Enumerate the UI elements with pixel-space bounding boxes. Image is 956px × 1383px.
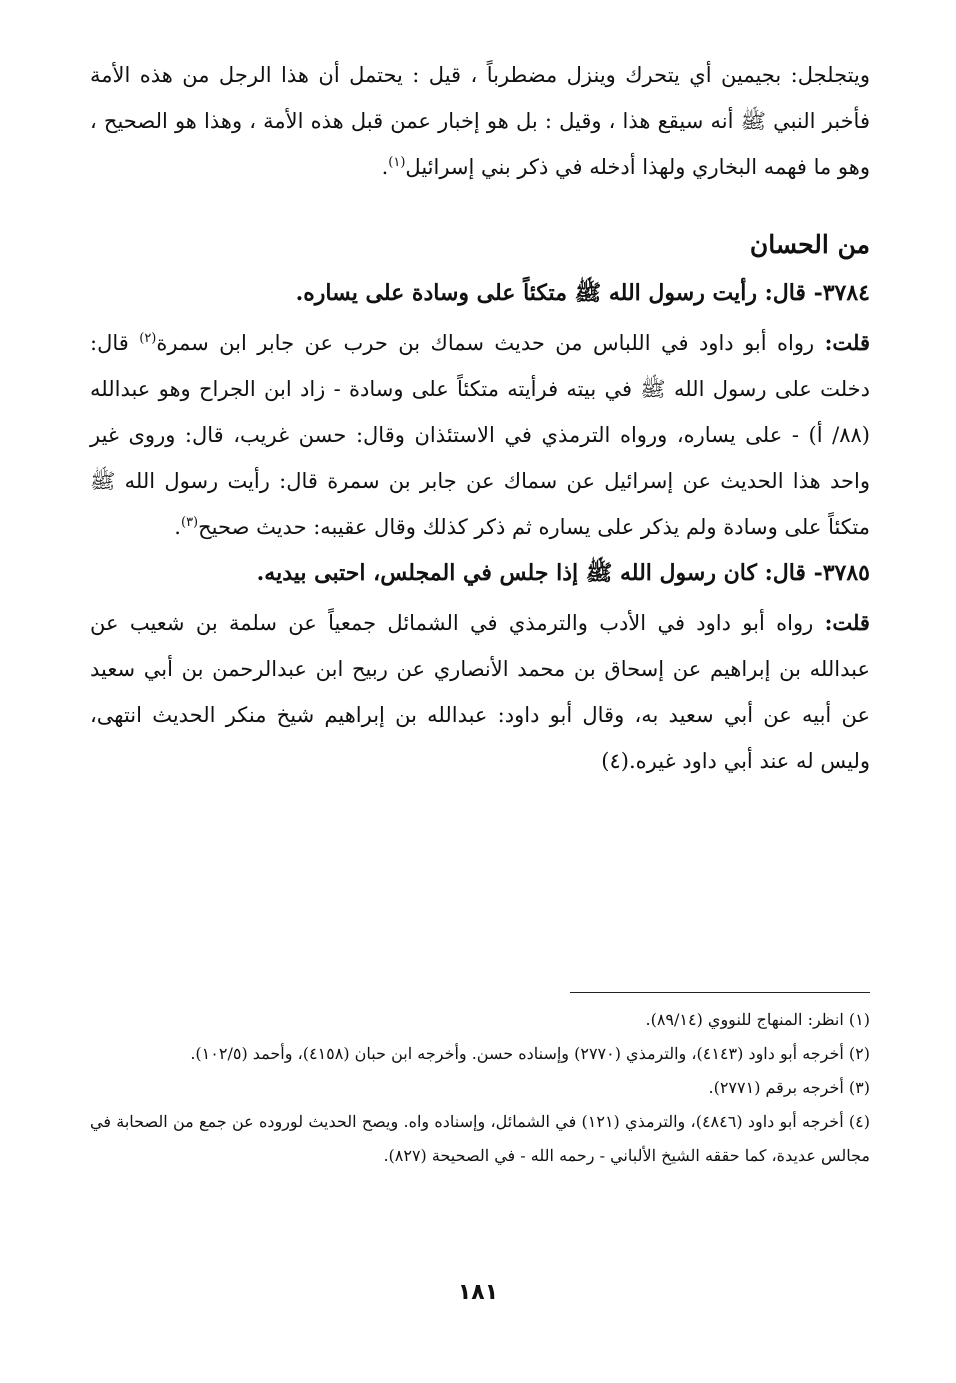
comment-3784-text-2: قال: دخلت على رسول الله ﷺ في بيته فرأيته متكئاً على وسادة - زاد ابن الجراح وهو عبدالله (٨٨/ أ) - على يساره، ورواه الترمذي في الاستئذان وقال: حسن غريب، قال: وروى غير واحد هذا الحديث عن إسرائيل عن سماك عن جابر بن سمرة قال: رأيت رسول الله ﷺ متكئاً على وسادة ولم يذكر على يساره ثم ذكر كذلك وقال عقيبه: حديث صحيح (90, 331, 870, 539)
comment-3784-end: . (174, 515, 181, 539)
footnote-ref-1[interactable]: (١) (388, 155, 406, 170)
section-title: من الحسان (749, 230, 870, 259)
footnote-divider (570, 992, 870, 993)
qultu-label-2: قلت: (824, 610, 870, 635)
page-body (90, 52, 870, 784)
footnote-2: (٢) أخرجه أبو داود (٤١٤٣)، والترمذي (٢٧٧٠) وإسناده حسن. وأخرجه ابن حبان (٤١٥٨)، وأحمد (١٠٢/٥). (190, 1044, 870, 1063)
footnote-3: (٣) أخرجه برقم (٢٧٧١). (708, 1078, 870, 1097)
footnote-1: (١) انظر: المنهاج للنووي (٨٩/١٤). (645, 1010, 870, 1029)
qultu-label: قلت: (824, 330, 870, 355)
comment-3785-text: رواه أبو داود في الأدب والترمذي في الشمائل جمعياً عن سلمة بن شعيب عن عبدالله بن إبراهيم عن إسحاق بن محمد الأنصاري عن ربيح ابن عبدالرحمن بن أبي سعيد عن أبيه عن أبي سعيد به، وقال أبو داود: عبدالله بن إبراهيم شيخ منكر الحديث انتهى، وليس له عند أبي داود غيره.(٤) (90, 611, 870, 773)
footnotes-section (90, 992, 870, 1173)
intro-text: ويتجلجل: بجيمين أي يتحرك وينزل مضطرباً ، قيل : يحتمل أن هذا الرجل من هذه الأمة فأخبر النبي ﷺ أنه سيقع هذا ، وقيل : بل هو إخبار عمن قبل هذه الأمة ، وهذا هو الصحيح ، وهو ما فهمه البخاري ولهذا أدخله في ذكر بني إسرائيل (90, 63, 870, 179)
footnote-ref-2[interactable]: (٢) (139, 331, 157, 346)
hadith-3785: ٣٧٨٥- قال: كان رسول الله ﷺ إذا جلس في المجلس، احتبى بيديه. (256, 560, 870, 586)
footnote-4: (٤) أخرجه أبو داود (٤٨٤٦)، والترمذي (١٢١) في الشمائل، وإسناده واه. ويصح الحديث لوروده عن جمع من الصحابة في مجالس عديدة، كما حققه الشيخ الألباني - رحمه الله - في الصحيحة (٨٢٧). (90, 1112, 871, 1165)
hadith-3784: ٣٧٨٤- قال: رأيت رسول الله ﷺ متكئاً على وسادة على يساره. (295, 280, 870, 306)
intro-end: . (381, 155, 389, 179)
comment-3784-text-1: رواه أبو داود في اللباس من حديث سماك بن حرب عن جابر ابن سمرة (156, 331, 815, 355)
page-number: ١٨١ (457, 1280, 499, 1305)
footnote-ref-3[interactable]: (٣) (180, 515, 199, 530)
comment-3784 (90, 320, 870, 550)
comment-3785 (90, 600, 870, 784)
intro-paragraph (90, 52, 870, 190)
